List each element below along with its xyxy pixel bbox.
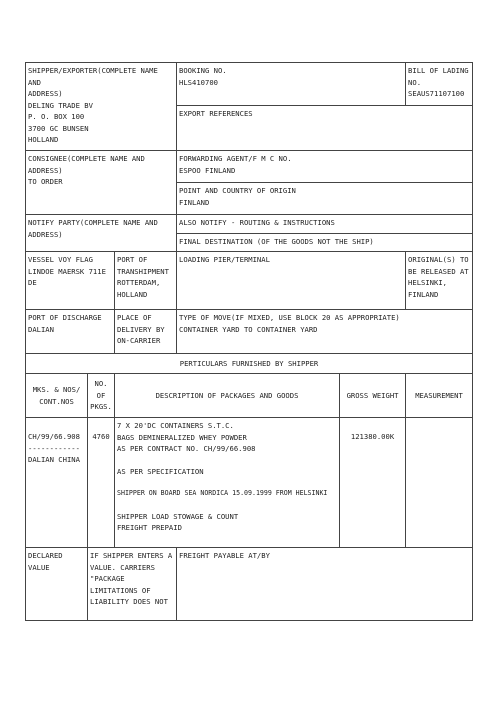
type-of-move-value: CONTAINER YARD TO CONTAINER YARD: [179, 324, 318, 334]
cargo-marks-2: ------------: [28, 443, 80, 453]
vessel-cell: [26, 252, 115, 310]
declared-value-label-2: VALUE: [28, 562, 50, 572]
liability-line-5: LIABILITY DOES NOT: [90, 597, 168, 606]
loading-pier-cell: [177, 252, 406, 310]
shipper-label-2: ADDRESS): [28, 89, 63, 98]
cargo-marks-cell: [26, 418, 88, 548]
cargo-pkgs-cell: [88, 418, 115, 548]
final-destination-label: FINAL DESTINATION (OF THE GOODS NOT THE SHIP): [179, 237, 374, 246]
export-references-label: EXPORT REFERENCES: [179, 109, 253, 118]
cargo-pkgs: 4760: [92, 432, 110, 441]
cargo-gross-weight-cell: [340, 418, 406, 548]
gross-weight-header: GROSS WEIGHT: [340, 374, 406, 418]
cargo-description-3: AS PER CONTRACT NO. CH/99/66.908: [117, 444, 256, 453]
liability-cell: [88, 548, 177, 621]
origin-value: FINLAND: [179, 197, 210, 207]
port-of-discharge-value: DALIAN: [28, 324, 54, 334]
shipper-address-3: HOLLAND: [28, 135, 59, 144]
marks-header-1: MKS. & NOS/: [32, 385, 81, 394]
originals-cell: [406, 252, 473, 310]
liability-line-2: VALUE. CARRIERS: [90, 562, 155, 572]
port-of-transhipment-label-2: TRANSHIPMENT: [117, 266, 169, 276]
notify-party-label-2: ADDRESS): [28, 229, 63, 239]
shipper-address-1: P. O. BOX 100: [28, 112, 85, 121]
declared-value-cell: [26, 548, 88, 621]
pkgs-header-2: OF: [96, 390, 106, 400]
consignee-cell: [26, 151, 177, 215]
bill-of-lading-cell: [406, 63, 473, 106]
place-of-delivery-label-2: DELIVERY BY: [117, 324, 165, 334]
final-destination-cell: [177, 234, 473, 252]
vessel-value-2: DE: [28, 278, 37, 287]
booking-label: BOOKING NO.: [179, 66, 227, 75]
liability-line-4: LIMITATIONS OF: [90, 585, 151, 595]
forwarding-agent-label: FORWARDING AGENT/F M C NO.: [179, 154, 292, 163]
bill-of-lading-label: BILL OF LADING NO.: [408, 66, 469, 87]
originals-label-1: ORIGINAL(S) TO BE RELEASED AT: [408, 255, 469, 276]
bill-of-lading-form: [25, 62, 473, 621]
port-of-discharge-cell: [26, 310, 115, 354]
port-of-discharge-label: PORT OF DISCHARGE: [28, 313, 102, 322]
marks-header: [26, 374, 88, 418]
declared-value-label-1: DECLARED: [28, 551, 63, 560]
origin-cell: [177, 183, 473, 215]
port-of-transhipment-cell: [115, 252, 177, 310]
cargo-marks-1: CH/99/66.908: [28, 432, 80, 441]
type-of-move-label: TYPE OF MOVE(IF MIXED, USE BLOCK 20 AS APPROPRIATE): [179, 313, 400, 322]
particulars-header: PERTICULARS FURNISHED BY SHIPPER: [26, 354, 473, 374]
notify-party-cell: [26, 215, 177, 252]
shipper-label-1: SHIPPER/EXPORTER(COMPLETE NAME AND: [28, 66, 158, 87]
shipper-cell: [26, 63, 177, 151]
cargo-description-cell: [115, 418, 340, 548]
cargo-description-6: SHIPPER LOAD STOWAGE & COUNT: [117, 511, 239, 521]
originals-label-2: HELSINKI, FINLAND: [408, 278, 447, 299]
also-notify-cell: [177, 215, 473, 234]
pkgs-header: [88, 374, 115, 418]
cargo-description-2: BAGS DEMINERALIZED WHEY POWDER: [117, 432, 247, 442]
booking-value: HLS410700: [179, 77, 218, 87]
description-header: DESCRIPTION OF PACKAGES AND GOODS: [115, 374, 340, 418]
vessel-label: VESSEL VOY FLAG: [28, 255, 93, 264]
consignee-label-2: ADDRESS): [28, 165, 63, 175]
pkgs-header-3: PKGS.: [90, 402, 112, 412]
cargo-description-5: SHIPPER ON BOARD SEA NORDICA 15.09.1999 FROM HELSINKI: [117, 489, 328, 497]
consignee-value: TO ORDER: [28, 177, 63, 186]
origin-label: POINT AND COUNTRY OF ORIGIN: [179, 186, 296, 195]
freight-payable-cell: [177, 548, 473, 621]
booking-cell: [177, 63, 406, 106]
port-of-transhipment-value-1: ROTTERDAM,: [117, 278, 161, 287]
cargo-description-7: FREIGHT PREPAID: [117, 523, 182, 532]
cargo-description-4: AS PER SPECIFICATION: [117, 466, 204, 476]
vessel-value-1: LINDOE MAERSK 711E: [28, 266, 106, 276]
freight-payable-label: FREIGHT PAYABLE AT/BY: [179, 551, 270, 560]
cargo-description-1: 7 X 20'DC CONTAINERS S.T.C.: [117, 421, 234, 430]
bill-of-lading-value: SEAUS71107100: [408, 89, 465, 98]
shipper-address-2: 3700 GC BUNSEN: [28, 123, 89, 133]
consignee-label-1: CONSIGNEE(COMPLETE NAME AND: [28, 154, 145, 163]
port-of-transhipment-label-1: PORT OF: [117, 255, 148, 264]
place-of-delivery-cell: [115, 310, 177, 354]
forwarding-agent-cell: [177, 151, 473, 183]
notify-party-label-1: NOTIFY PARTY(COMPLETE NAME AND: [28, 218, 158, 227]
cargo-gross-weight: 121380.00K: [350, 432, 395, 441]
also-notify-label: ALSO NOTIFY - ROUTING & INSTRUCTIONS: [179, 218, 335, 227]
pkgs-header-1: NO.: [94, 379, 108, 389]
type-of-move-cell: [177, 310, 473, 354]
forwarding-agent-value: ESPOO FINLAND: [179, 165, 236, 175]
place-of-delivery-label-1: PLACE OF: [117, 313, 152, 322]
marks-header-2: CONT.NOS: [39, 396, 74, 406]
liability-line-1: IF SHIPPER ENTERS A: [90, 551, 173, 560]
cargo-measurement-cell: [406, 418, 473, 548]
liability-line-3: "PACKAGE: [90, 574, 125, 583]
port-of-transhipment-value-2: HOLLAND: [117, 289, 148, 299]
shipper-name: DELING TRADE BV: [28, 100, 93, 110]
measurement-header: MEASUREMENT: [406, 374, 473, 418]
loading-pier-label: LOADING PIER/TERMINAL: [179, 255, 270, 264]
cargo-marks-3: DALIAN CHINA: [28, 455, 80, 464]
place-of-delivery-label-3: ON-CARRIER: [117, 336, 161, 345]
export-references-cell: [177, 106, 473, 151]
